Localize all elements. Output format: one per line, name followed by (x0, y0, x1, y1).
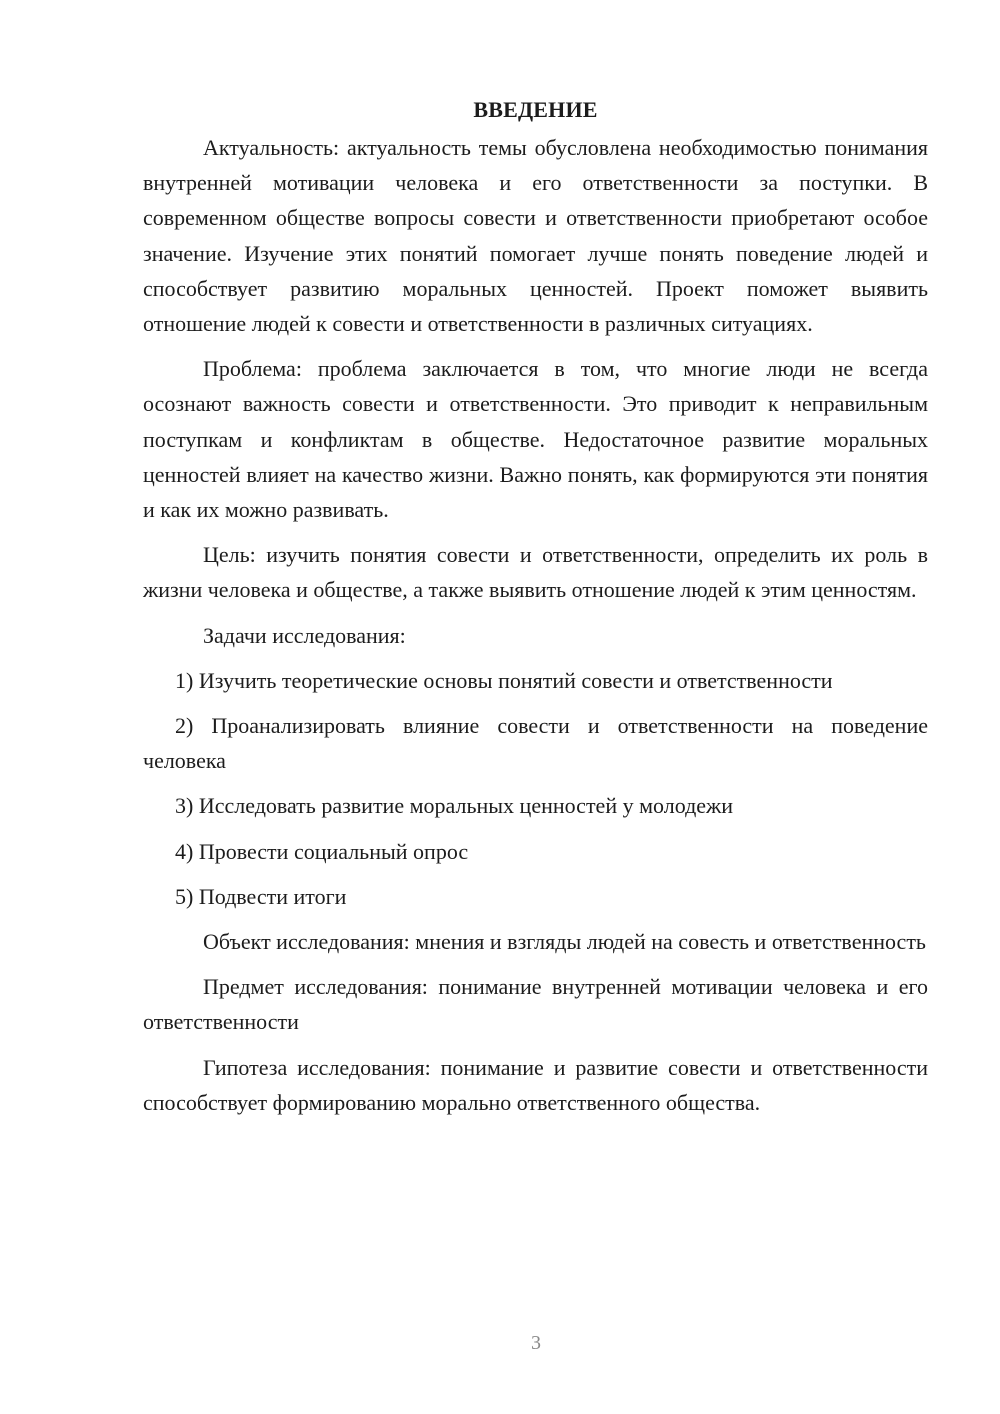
problem-paragraph: Проблема: проблема заключается в том, что многие люди не всегда осознают важность совести и ответственности. Это приводит к неправильным поступкам и конфликтам в обществе. Недостаточное развитие моральных ценностей влияет на качество жизни. Важно понять, как формируются эти понятия и как их можно развивать. (143, 356, 928, 523)
task-item-2: 2) Проанализировать влияние совести и ответственности на поведение человека (143, 713, 928, 774)
section-heading: ВВЕДЕНИЕ (473, 97, 598, 122)
tasks-heading: Задачи исследования: (203, 622, 406, 648)
relevance-paragraph: Актуальность: актуальность темы обусловлена необходимостью понимания внутренней мотивации человека и его ответственности за поступки. В современном обществе вопросы совести и ответственности приобретают особое значение. Изучение этих понятий помогает лучше понять поведение людей и способствует развитию моральных ценностей. Проект поможет выявить отношение людей к совести и ответственности в различных ситуациях. (143, 135, 928, 337)
document-page (143, 90, 928, 1120)
task-item-1: 1) Изучить теоретические основы понятий совести и ответственности (175, 667, 833, 693)
task-item-3: 3) Исследовать развитие моральных ценностей у молодежи (175, 793, 734, 819)
task-item-5: 5) Подвести итоги (175, 883, 347, 909)
goal-paragraph: Цель: изучить понятия совести и ответственности, определить их роль в жизни человека и обществе, а также выявить отношение людей к этим ценностям. (143, 542, 928, 603)
object-paragraph: Объект исследования: мнения и взгляды людей на совесть и ответственность (203, 929, 926, 955)
page-number: 3 (531, 1332, 541, 1354)
subject-paragraph: Предмет исследования: понимание внутренней мотивации человека и его ответственности (143, 974, 928, 1035)
hypothesis-paragraph: Гипотеза исследования: понимание и развитие совести и ответственности способствует формированию морально ответственного общества. (143, 1054, 928, 1115)
task-item-4: 4) Провести социальный опрос (175, 838, 469, 864)
